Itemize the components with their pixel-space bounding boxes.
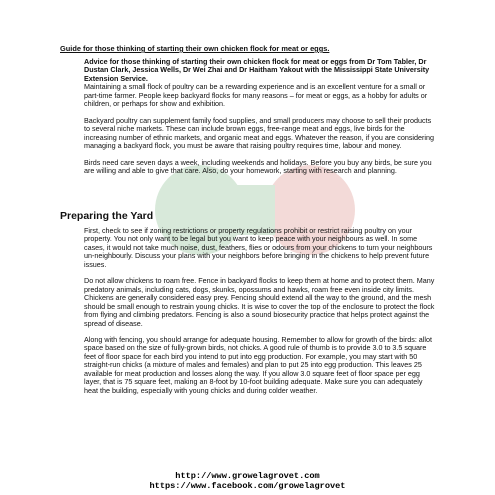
- intro-section: [84, 58, 436, 183]
- paragraph-2: Backyard poultry can supplement family food supplies, and small producers may choose to sell their products to several niche markets. These can include brown eggs, free-range meat and eggs, live birds for the increasing number of ethnic markets, and organic meat and eggs. Whatever the reason, if you are considering managing a backyard flock, you must be aware that raising poultry requires time, labour and money.: [84, 115, 434, 151]
- section-heading: Preparing the Yard: [60, 210, 154, 222]
- intro-bold-paragraph: Advice for those thinking of starting their own chicken flock for meat or eggs from Dr Tom Tabler, Dr Dustan Clark, Jessica Wells, Dr Wei Zhai and Dr Haitham Yakout with the Mississippi State University Extension Service.: [84, 57, 430, 83]
- section-paragraph-2: Do not allow chickens to roam free. Fence in backyard flocks to keep them at home and to protect them. Many predatory animals, including cats, dogs, skunks, opossums and hawks, roam free even inside city limits. Chickens are generally considered easy prey. Fencing should extend all the way to the ground, and the mesh should be small enough to restrain young chicks. It is wise to cover the top of the enclosure to protect the flock from flying and climbing predators. Fencing is also a sound biosecurity practice that helps protect against the spread of disease.: [84, 276, 435, 328]
- document-title: Guide for those thinking of starting their own chicken flock for meat or eggs.: [60, 44, 330, 53]
- footer-website-link[interactable]: http://www.growelagrovet.com: [175, 471, 320, 481]
- preparing-yard-section: [84, 227, 436, 403]
- paragraph-1: Maintaining a small flock of poultry can be a rewarding experience and is an excellent venture for a small or part-time farmer. People keep backyard flocks for many reasons – for meat or eggs, as a hobby for adults or children, or perhaps for show and exhibition.: [84, 82, 428, 109]
- section-paragraph-3: Along with fencing, you should arrange for adequate housing. Remember to allow for growth of the birds: allot space based on the size of fully-grown birds, not chicks. A good rule of thumb is to provide 3.0 to 3.5 square feet of floor space for each bird you intend to put into egg production. For example, you may start with 50 straight-run chicks (a mixture of males and females) and plan to put 25 into egg production. This leaves 25 available for meat production and losses along the way. If you allow 3.0 square feet of floor space per egg layer, that is 75 square feet, making an 8-foot by 10-foot building adequate. Make sure you can adequately heat the building, especially with young chicks and during colder weather.: [84, 334, 432, 395]
- footer-facebook-link[interactable]: https://www.facebook.com/growelagrovet: [149, 481, 346, 491]
- paragraph-3: Birds need care seven days a week, including weekends and holidays. Before you buy any birds, be sure you are willing and able to give that care. Also, do your homework, starting with research and planning.: [84, 157, 432, 175]
- section-paragraph-1: First, check to see if zoning restrictions or property regulations prohibit or restrict raising poultry on your property. You not only want to be legal but you want to keep peace with your neighbours as well. In some cases, it would not take much noise, dust, feathers, flies or odours from your chickens to turn your neighbours un-neighbourly. Discuss your plans with your neighbors before bringing in the chickens to help prevent future issues.: [84, 226, 433, 269]
